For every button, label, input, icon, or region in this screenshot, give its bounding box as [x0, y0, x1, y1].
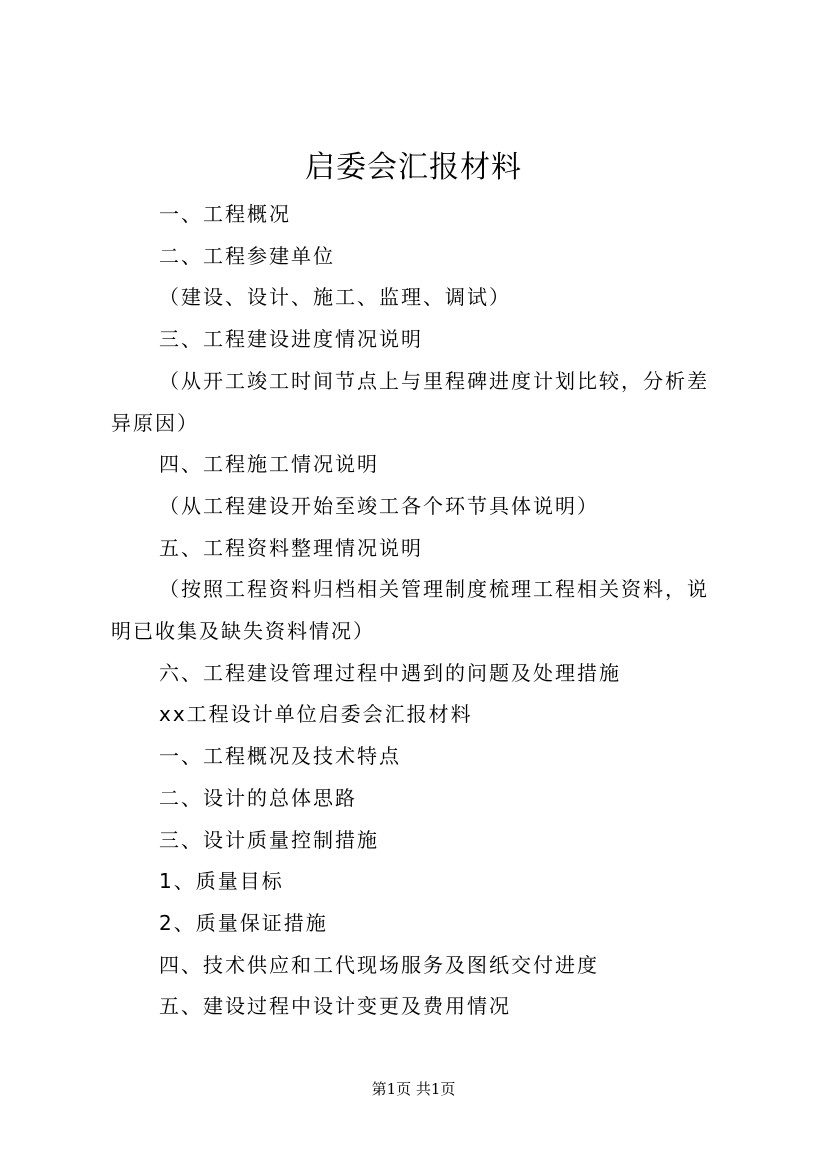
paragraph: （从开工竣工时间节点上与里程碑进度计划比较，分析差异原因） — [111, 368, 709, 435]
paragraph: 三、设计质量控制措施 — [159, 827, 379, 852]
paragraph: （建设、设计、施工、监理、调试） — [159, 285, 511, 310]
paragraph: 五、建设过程中设计变更及费用情况 — [159, 994, 511, 1019]
paragraph: 一、工程概况 — [159, 202, 291, 226]
paragraph: 四、技术供应和工代现场服务及图纸交付进度 — [159, 952, 599, 977]
document-title: 启委会汇报材料 — [305, 150, 522, 185]
paragraph: 六、工程建设管理过程中遇到的问题及处理措施 — [159, 660, 621, 685]
paragraph: xx工程设计单位启委会汇报材料 — [159, 702, 473, 727]
paragraph: 1、质量目标 — [159, 869, 284, 894]
page-footer: 第1页 共1页 — [371, 1080, 456, 1098]
document-body — [111, 194, 727, 1028]
paragraph: 四、工程施工情况说明 — [159, 452, 379, 477]
paragraph: （按照工程资料归档相关管理制度梳理工程相关资料，说明已收集及缺失资料情况） — [111, 577, 709, 644]
paragraph: 一、工程概况及技术特点 — [159, 744, 401, 769]
paragraph: （从工程建设开始至竣工各个环节具体说明） — [159, 493, 599, 518]
paragraph: 2、质量保证措施 — [159, 910, 328, 935]
paragraph: 三、工程建设进度情况说明 — [159, 327, 423, 352]
paragraph: 五、工程资料整理情况说明 — [159, 535, 423, 560]
paragraph: 二、工程参建单位 — [159, 243, 335, 268]
paragraph: 二、设计的总体思路 — [159, 785, 357, 810]
